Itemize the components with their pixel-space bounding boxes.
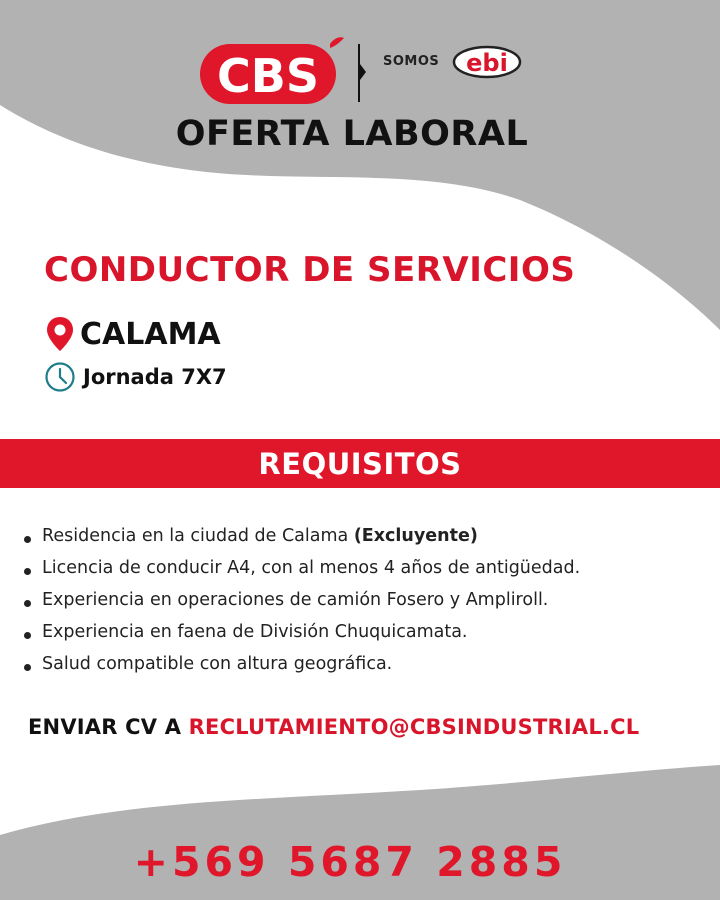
list-item <box>22 590 580 622</box>
bullet-icon <box>24 664 31 671</box>
clock-icon <box>44 361 76 393</box>
list-item <box>22 526 580 558</box>
bullet-icon <box>24 600 31 607</box>
requirements-title: REQUISITOS <box>258 446 462 481</box>
email-link[interactable]: RECLUTAMIENTO@CBSINDUSTRIAL.CL <box>188 715 640 739</box>
bullet-icon <box>24 568 31 575</box>
location-row <box>44 314 221 354</box>
job-position: CONDUCTOR DE SERVICIOS <box>44 250 576 290</box>
requirements-band <box>0 439 720 488</box>
send-cv-label: ENVIAR CV A <box>28 715 189 739</box>
ebi-logo-text: ebi <box>466 49 508 77</box>
list-item <box>22 654 580 686</box>
requirement-text: Salud compatible con altura geográfica. <box>42 654 393 674</box>
bullet-icon <box>24 536 31 543</box>
location-text: CALAMA <box>80 316 221 352</box>
schedule-text: Jornada 7X7 <box>83 365 227 389</box>
phone-number[interactable]: +569 5687 2885 <box>133 838 567 886</box>
cbs-logo <box>198 36 344 108</box>
bullet-icon <box>24 632 31 639</box>
page-title: OFERTA LABORAL <box>175 114 529 154</box>
list-item <box>22 558 580 590</box>
requirement-text: Experiencia en faena de División Chuquicamata. <box>42 622 468 642</box>
logo-row <box>198 24 528 104</box>
divider-mark <box>356 44 368 102</box>
requirements-list <box>22 526 580 686</box>
ebi-logo <box>452 44 522 80</box>
cbs-logo-text: CBS <box>217 49 319 103</box>
somos-label: SOMOS <box>383 54 440 69</box>
list-item <box>22 622 580 654</box>
requirement-text: Experiencia en operaciones de camión Fosero y Ampliroll. <box>42 590 549 610</box>
schedule-row <box>44 360 227 394</box>
send-cv-line <box>28 715 639 739</box>
requirement-text: Licencia de conducir A4, con al menos 4 años de antigüedad. <box>42 558 581 578</box>
requirement-text: Residencia en la ciudad de Calama <box>42 526 354 546</box>
location-pin-icon <box>44 315 76 353</box>
requirement-bold: (Excluyente) <box>353 526 478 546</box>
